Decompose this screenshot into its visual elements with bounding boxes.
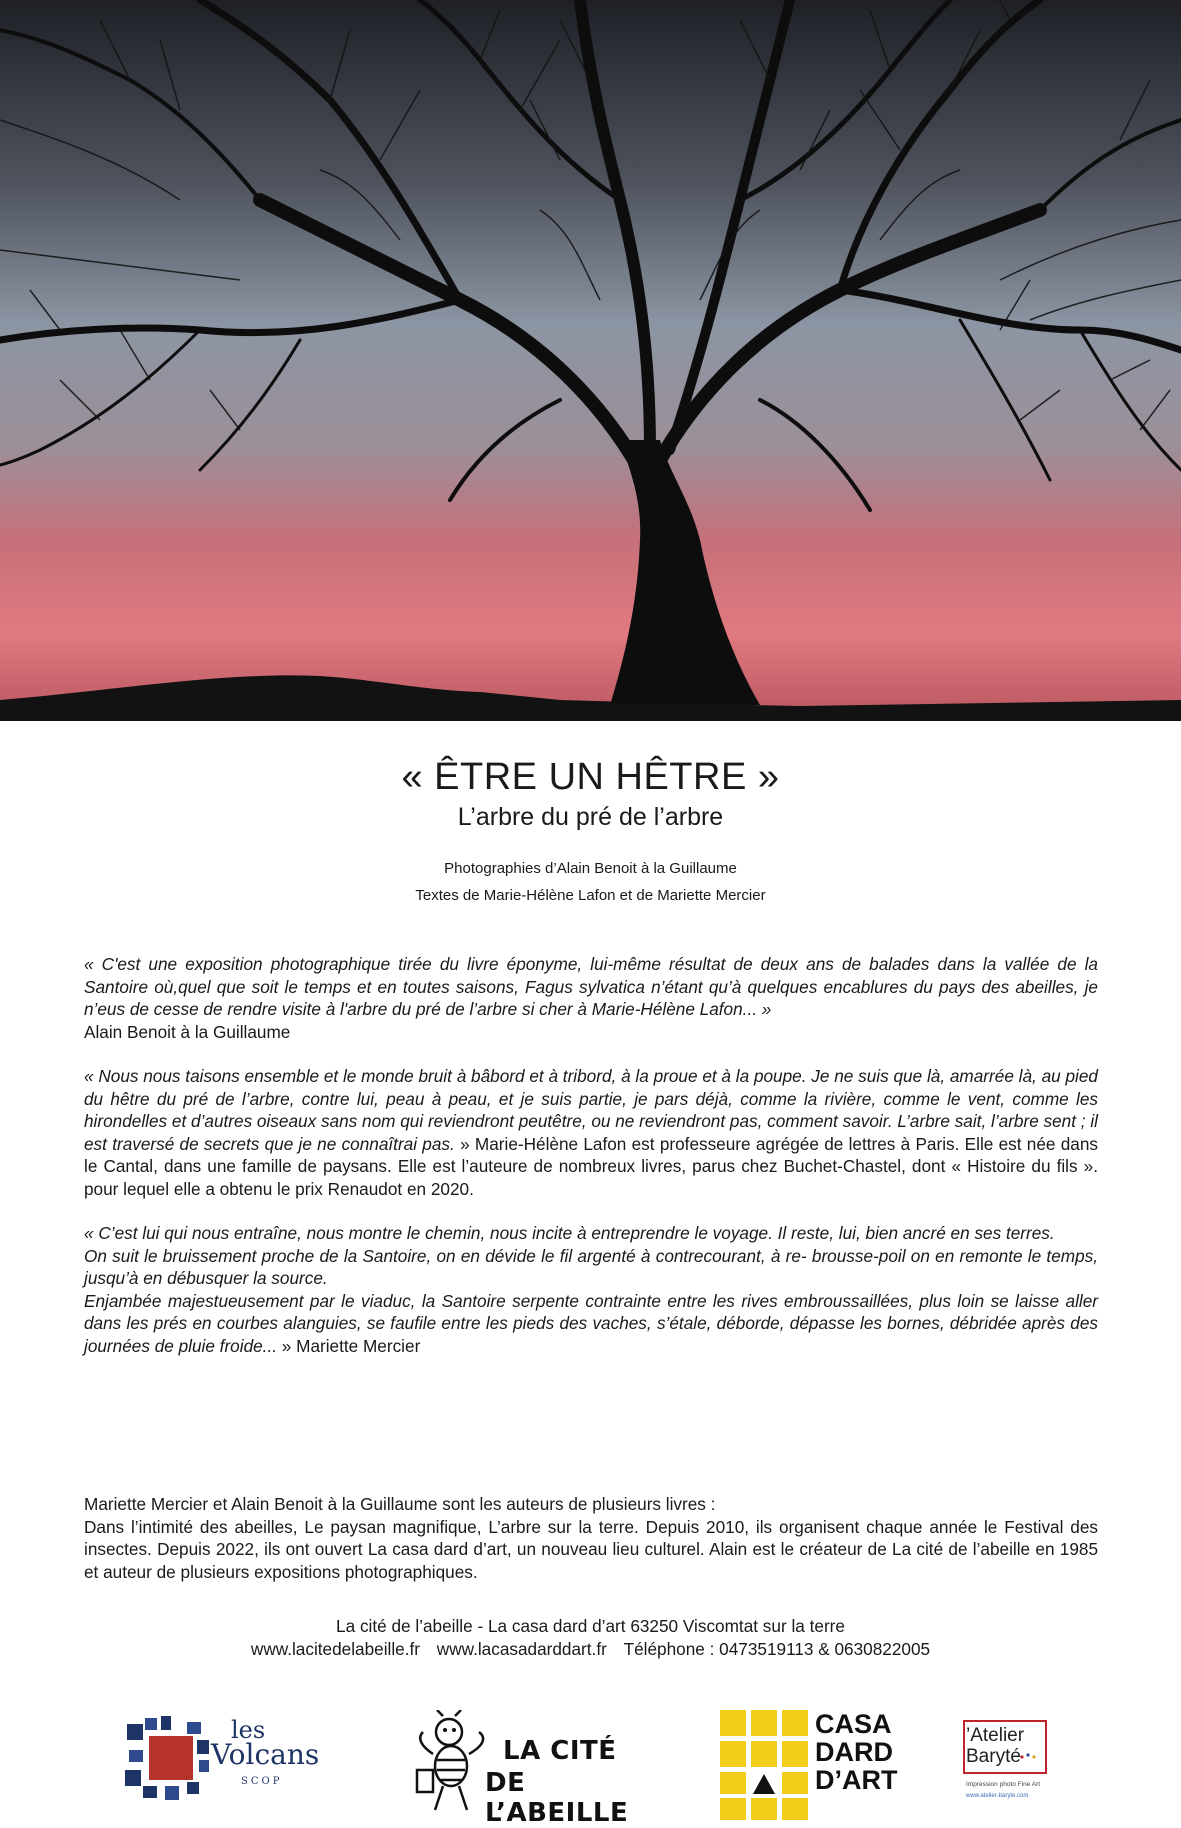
abeille-line1: LA CITÉ [503,1736,617,1766]
quote-alain: « C'est une exposition photographique tirée du livre éponyme, lui-même résultat de deux ans de balades dans la vallée de la Santoire où,quel que soit le temps et en toutes saisons, Fagus sylvatica n’étant qu’à quelques encablures du pays des abeilles, je n’eus de cesse de rendre visite à l'arbre du pré de l’arbre si cher à Marie-Hélène Lafon... » [84,954,1098,1019]
quote-lafon: « Nous nous taisons ensemble et le monde bruit à bâbord et à tribord, à la proue et à la poupe. Je ne suis que là, amarrée là, au pied du hêtre du pré de l’arbre, contre lui, peau à peau, et je suis partie, je pars déjà, comme la rivière, comme le vent, comme les hirondelles et d’autres oiseaux sans nom qui reviendront peutêtre, ou ne reviendront pas, comment savoir. L’arbre sait, l’arbre sent ; il est traversé de secrets que je ne connaîtrai pas. [84,1066,1098,1154]
baryte-tagline: Impression photo Fine Art [966,1781,1041,1788]
abeille-line2: DE L’ABEILLE [485,1768,629,1828]
baryte-line1: ’Atelier [966,1725,1025,1746]
phone-numbers: Téléphone : 0473519113 & 0630822005 [623,1639,931,1659]
casa-line3: D’ART [815,1765,898,1795]
volcans-mosaic-icon [125,1714,215,1802]
casa-text [815,1710,898,1794]
web-line [0,1638,1181,1661]
atelier-baryte-logo [962,1717,1072,1813]
volcans-name: Volcans [211,1738,320,1771]
casa-dard-dart-logo [720,1709,898,1822]
paragraph-mercier [84,1222,1098,1357]
tree-silhouette-image [0,0,1181,721]
casa-line1: CASA [815,1709,892,1739]
volcans-les: les [231,1716,266,1744]
texts-credit: Textes de Marie-Hélène Lafon et de Mariette Mercier [415,887,766,904]
author-alain: Alain Benoit à la Guillaume [84,1021,291,1042]
bio-lafon: » Marie-Hélène Lafon est professeure agrégée de lettres à Paris. Elle est née dans le Cantal, dans une famille de paysans. Elle est l’auteure de nombreux livres, parus chez Buchet-Chastel, dont « Histoire du fils ». pour lequel elle a obtenu le prix Renaudot en 2020. [84,1133,1099,1199]
authors-bio [84,1493,1098,1583]
quote-mercier-line3: Enjambée majestueusement par le viaduc, la Santoire serpente contrainte entre les rives embroussaillées, plus loin se laisse aller dans les prés en courbes alanguies, se faufile entre les pieds des vaches, s’étale, déborde, dépasse les bornes, débridée après des journées de pluie froide... [84,1290,1098,1356]
volcans-scop: SCOP [241,1776,283,1787]
exhibition-title: « ÊTRE UN HÊTRE » [401,756,780,798]
paragraph-alain [84,953,1098,1043]
casa-line2: DARD [815,1737,893,1767]
les-volcans-logo [125,1714,335,1802]
casa-yellow-grid-icon [720,1710,812,1822]
quote-mercier-line2: On suit le bruissement proche de la Santoire, on en dévide le fil argenté à contrecourant, à re- brousse-poil on en remonte le temps, jusqu’à en débusquer la source. [84,1245,1098,1288]
contact-block [0,1615,1181,1661]
baryte-line2: Baryté [966,1746,1021,1767]
bee-mascot-icon [413,1710,493,1814]
hero-photo [0,0,1181,721]
address: La cité de l’abeille - La casa dard d’art 63250 Viscomtat sur la terre [336,1616,845,1636]
baryte-url[interactable]: www.atelier-baryte.com [966,1793,1029,1799]
paragraph-lafon [84,1065,1098,1200]
author-mercier: » Mariette Mercier [281,1335,421,1356]
bio-intro: Mariette Mercier et Alain Benoit à la Guillaume sont les auteurs de plusieurs livres : [84,1494,716,1514]
website-link-casa[interactable]: www.lacasadarddart.fr [436,1639,607,1659]
quote-mercier-line1: « C’est lui qui nous entraîne, nous montre le chemin, nous incite à entreprendre le voyage. Il reste, lui, bien ancré en ses terres. [84,1223,1055,1243]
body-text [84,953,1098,1357]
cite-abeille-logo [413,1710,643,1828]
title-block [0,755,1181,905]
partner-logos [0,1709,1181,1828]
bio-details: Dans l’intimité des abeilles, Le paysan magnifique, L’arbre sur la terre. Depuis 2010, ils organisent chaque année le Festival des insectes. Depuis 2022, ils ont ouvert La casa dard d’art, un nouveau lieu culturel. Alain est le créateur de La cité de l’abeille en 1985 et auteur de plusieurs expositions photographiques. [84,1516,1098,1582]
exhibition-subtitle: L’arbre du pré de l’arbre [457,803,724,831]
photos-credit: Photographies d’Alain Benoit à la Guillaume [444,860,737,877]
website-link-cite[interactable]: www.lacitedelabeille.fr [250,1639,420,1659]
baryte-name [966,1725,1024,1767]
